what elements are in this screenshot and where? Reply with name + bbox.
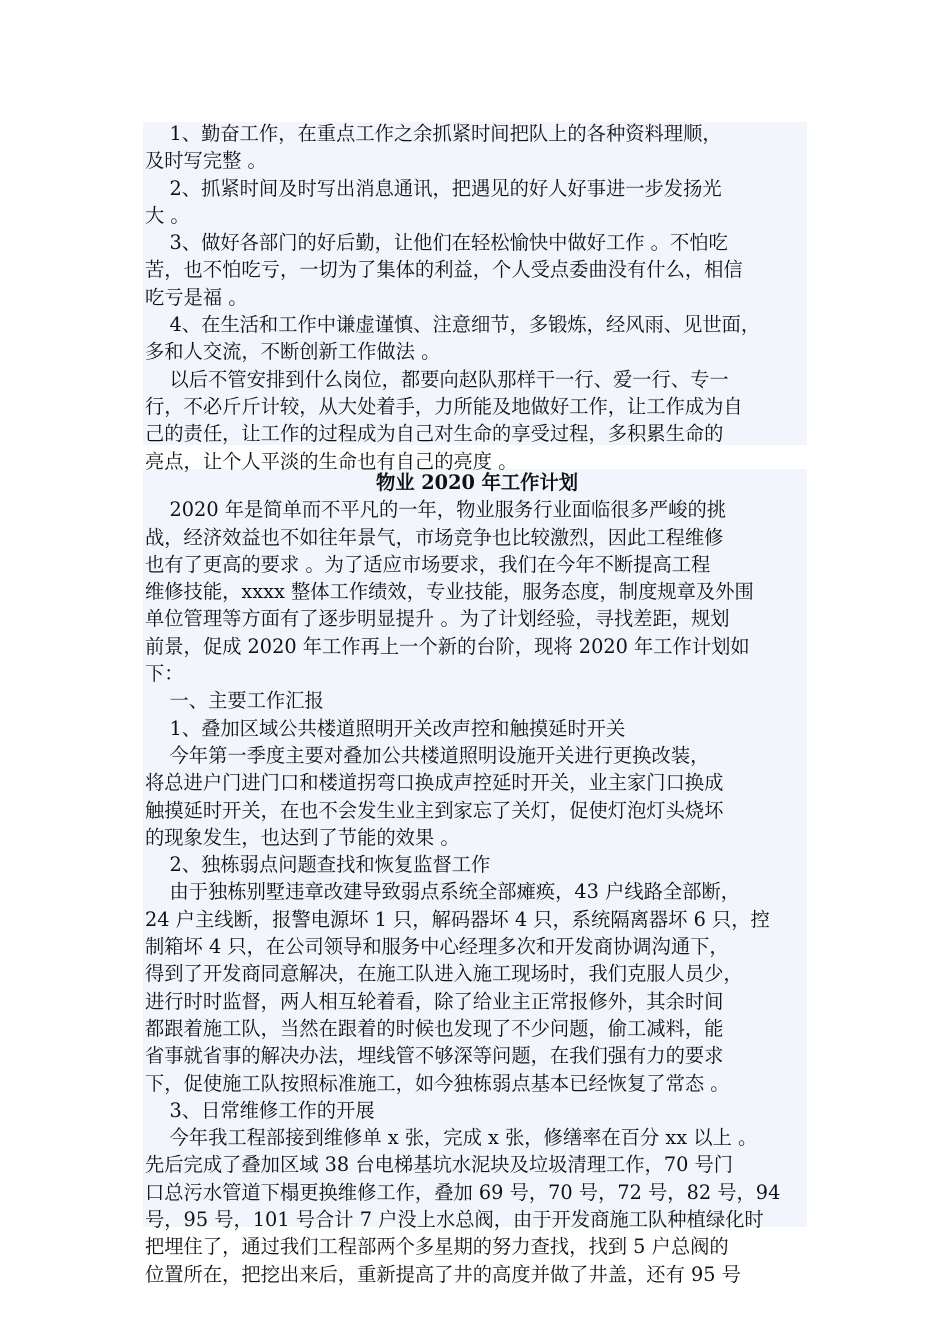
text-line: 都跟着施工队，当然在跟着的时候也发现了不少问题，偷工减料，能 <box>145 1016 724 1040</box>
text-line: 及时写完整 。 <box>145 149 267 173</box>
text-line: 2、独栋弱点问题查找和恢复监督工作 <box>145 853 491 877</box>
text-line: 进行时时监督，两人相互轮着看，除了给业主正常报修外，其余时间 <box>145 989 724 1013</box>
text-line: 行，不必斤斤计较，从大处着手，力所能及地做好工作，让工作成为自 <box>145 394 743 418</box>
text-line: 1、勤奋工作，在重点工作之余抓紧时间把队上的各种资料理顺， <box>145 122 722 145</box>
text-line: 3、日常维修工作的开展 <box>145 1098 375 1122</box>
text-line: 前景，促成 2020 年工作再上一个新的台阶，现将 2020 年工作计划如 <box>145 634 750 658</box>
text-line: 的现象发生，也达到了节能的效果 。 <box>145 825 460 849</box>
text-line: 下，促使施工队按照标准施工，如今独栋弱点基本已经恢复了常态 。 <box>145 1071 730 1095</box>
text-line: 苦，也不怕吃亏，一切为了集体的利益，个人受点委曲没有什么，相信 <box>145 258 743 282</box>
text-line: 触摸延时开关，在也不会发生业主到家忘了关灯，促使灯泡灯头烧坏 <box>145 798 724 822</box>
text-line: 号，95 号，101 号合计 7 户没上水总阀，由于开发商施工队种植绿化时 <box>145 1208 764 1232</box>
text-line: 得到了开发商同意解决，在施工队进入施工现场时，我们克服人员少， <box>145 962 743 986</box>
text-line: 把埋住了，通过我们工程部两个多星期的努力查找，找到 5 户总阀的 <box>145 1235 729 1259</box>
text-line: 亮点，让个人平淡的生命也有自己的亮度 。 <box>145 449 518 473</box>
text-line: 以后不管安排到什么岗位，都要向赵队那样干一行、爱一行、专一 <box>145 367 729 391</box>
text-line: 吃亏是福 。 <box>145 285 248 309</box>
text-line: 今年我工程部接到维修单 x 张，完成 x 张，修缮率在百分 xx 以上 。 <box>145 1126 758 1150</box>
text-line: 由于独栋别墅违章改建导致弱点系统全部瘫痪，43 户线路全部断， <box>145 880 741 904</box>
text-line: 单位管理等方面有了逐步明显提升 。为了计划经验，寻找差距，规划 <box>145 607 730 631</box>
text-line: 制箱坏 4 只，在公司领导和服务中心经理多次和开发商协调沟通下， <box>145 935 729 959</box>
section-1-text <box>145 120 825 475</box>
text-line: 也有了更高的要求 。为了适应市场要求，我们在今年不断提高工程 <box>145 552 711 576</box>
text-line: 省事就省事的解决办法，埋线管不够深等问题，在我们强有力的要求 <box>145 1044 724 1068</box>
text-line: 今年第一季度主要对叠加公共楼道照明设施开关进行更换改装， <box>145 743 710 767</box>
text-line: 口总污水管道下榻更换维修工作，叠加 69 号，70 号，72 号，82 号，94 <box>145 1180 781 1204</box>
text-line: 2020 年是简单而不平凡的一年，物业服务行业面临很多严峻的挑 <box>145 498 727 522</box>
text-line: 24 户主线断，报警电源坏 1 只，解码器坏 4 只，系统隔离器坏 6 只，控 <box>145 907 770 931</box>
text-line: 1、叠加区域公共楼道照明开关改声控和触摸延时开关 <box>145 716 626 740</box>
text-line: 将总进户门进门口和楼道拐弯口换成声控延时开关，业主家门口换成 <box>145 771 724 795</box>
text-line: 多和人交流，不断创新工作做法 。 <box>145 340 441 364</box>
section-title: 物业 2020 年工作计划 <box>375 471 579 494</box>
text-line: 战，经济效益也不如往年景气，市场竞争也比较激烈，因此工程维修 <box>145 525 724 549</box>
text-line: 位置所在，把挖出来后，重新提高了井的高度并做了井盖，还有 95 号 <box>145 1262 741 1286</box>
text-line: 先后完成了叠加区域 38 台电梯基坑水泥块及垃圾清理工作，70 号门 <box>145 1153 734 1177</box>
text-line: 己的责任，让工作的过程成为自己对生命的享受过程，多积累生命的 <box>145 422 724 446</box>
text-line: 维修技能，xxxx 整体工作绩效，专业技能，服务态度，制度规章及外围 <box>145 580 754 604</box>
text-line: 大 。 <box>145 203 190 227</box>
text-line: 3、做好各部门的好后勤，让他们在轻松愉快中做好工作 。不怕吃 <box>145 231 728 255</box>
text-line: 一、主要工作汇报 <box>145 689 324 713</box>
section-2-text <box>145 469 825 1288</box>
text-line: 2、抓紧时间及时写出消息通讯，把遇见的好人好事进一步发扬光 <box>145 176 722 200</box>
text-line: 4、在生活和工作中谦虚谨慎、注意细节，多锻炼，经风雨、见世面， <box>145 313 761 337</box>
text-line: 下： <box>145 662 184 686</box>
